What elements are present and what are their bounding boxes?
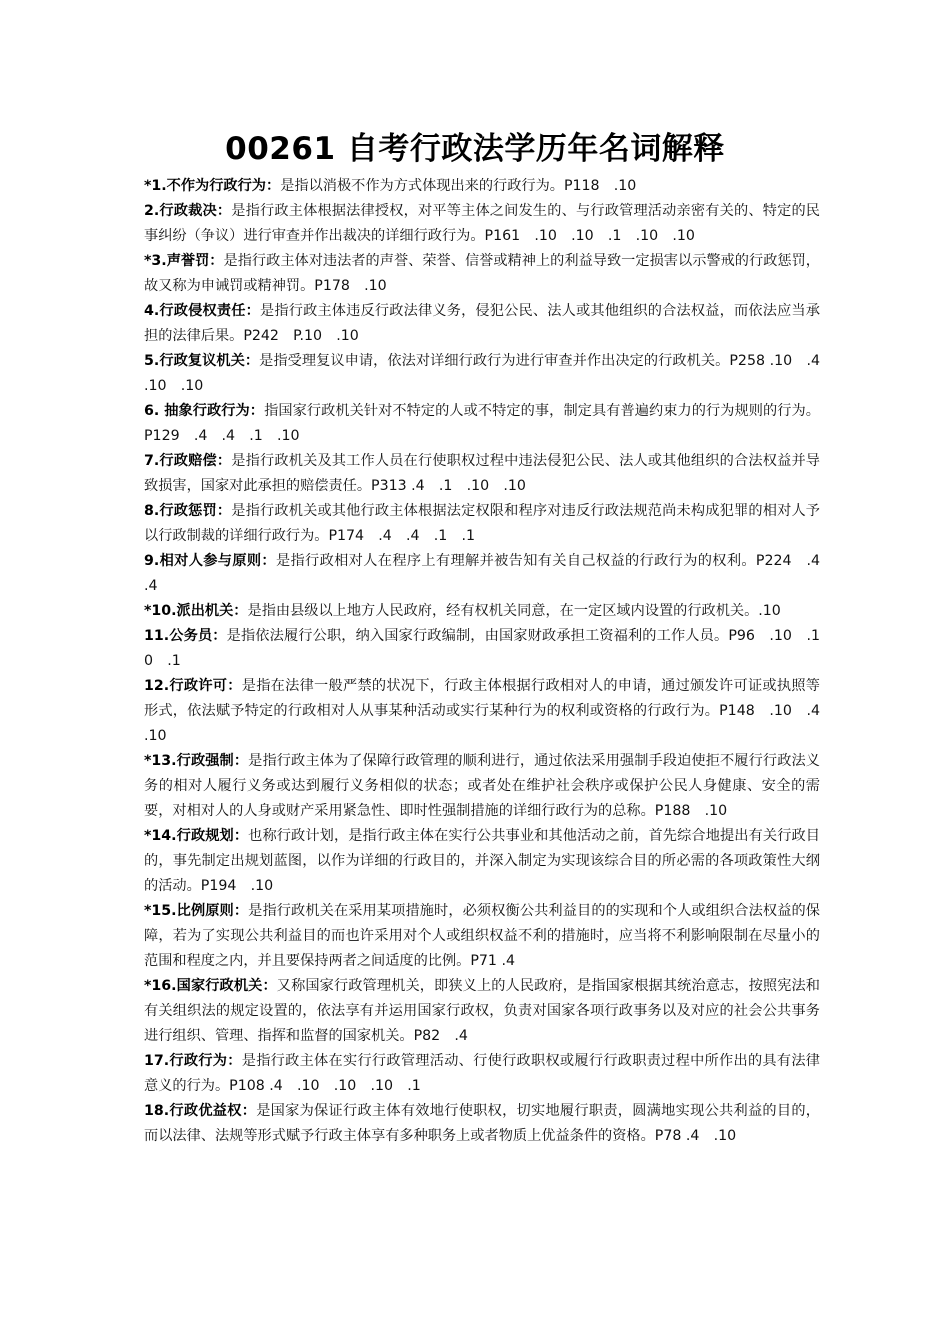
entry-definition: 是指行政主体为了保障行政管理的顺利进行，通过依法采用强制手段迫使拒不履行行政法义务的相对人履行义务或达到履行义务相似的状态；或者处在维护社会秩序或保护公民人身健康、安全的需要，对相对人的人身或财产采用紧急性、即时性强制措施的详细行政行为的总称。 <box>144 753 820 819</box>
glossary-entry <box>144 549 835 599</box>
entry-reference: P108 .4 .10 .10 .10 .1 <box>229 1078 421 1094</box>
glossary-entry <box>144 674 835 749</box>
entry-definition: 是指行政主体根据法律授权，对平等主体之间发生的、与行政管理活动亲密有关的、特定的民事纠纷（争议）进行审查并作出裁决的详细行政行为。 <box>144 203 820 244</box>
glossary-entry <box>144 174 820 199</box>
entry-term: 18.行政优益权： <box>144 1103 257 1119</box>
glossary-entry <box>144 1099 820 1149</box>
entry-definition: 是指行政主体对违法者的声誉、荣誉、信誉或精神上的利益导致一定损害以示警戒的行政惩罚，故又称为申诫罚或精神罚。 <box>144 253 820 294</box>
entry-definition: 是指以消极不作为方式体现出来的行政行为。 <box>280 178 564 194</box>
entry-definition: 是指由县级以上地方人民政府，经有权机关同意，在一定区域内设置的行政机关。 <box>247 603 759 619</box>
entry-term: 4.行政侵权责任： <box>144 303 260 319</box>
entry-term: *14.行政规划： <box>144 828 249 844</box>
entry-reference: P129 .4 .4 .1 .10 <box>144 428 300 444</box>
entry-term: *16.国家行政机关： <box>144 978 277 994</box>
glossary-entry <box>144 899 820 974</box>
entry-reference: P178 .10 <box>314 278 387 294</box>
entry-reference: P96 .10 .10 .1 <box>144 628 820 669</box>
glossary-entry <box>144 824 820 899</box>
entry-reference: .10 <box>758 603 781 619</box>
glossary-list <box>144 174 835 1149</box>
entry-term: 12.行政许可： <box>144 678 242 694</box>
entry-term: *13.行政强制： <box>144 753 249 769</box>
entry-term: 11.公务员： <box>144 628 227 644</box>
glossary-entry <box>144 449 820 499</box>
entry-definition: 又称国家行政管理机关，即狭义上的人民政府，是指国家根据其统治意志，按照宪法和有关组织法的规定设置的，依法享有并运用国家行政权，负责对国家各项行政事务以及对应的社会公共事务进行组织、管理、指挥和监督的国家机关。 <box>144 978 820 1044</box>
entry-reference: P242 P.10 .10 <box>243 328 359 344</box>
entry-definition: 也称行政计划，是指行政主体在实行公共事业和其他活动之前，首先综合地提出有关行政目的，事先制定出规划蓝图，以作为详细的行政目的，并深入制定为实现该综合目的所必需的各项政策性大纲的活动。 <box>144 828 820 894</box>
entry-definition: 是指行政主体在实行行政管理活动、行使行政职权或履行行政职责过程中所作出的具有法律意义的行为。 <box>144 1053 820 1094</box>
entry-term: 7.行政赔偿： <box>144 453 232 469</box>
entry-definition: 是国家为保证行政主体有效地行使职权，切实地履行职责，圆满地实现公共利益的目的，而以法律、法规等形式赋予行政主体享有多种职务上或者物质上优益条件的资格。 <box>144 1103 820 1144</box>
entry-term: *15.比例原则： <box>144 903 249 919</box>
entry-definition: 是指行政相对人在程序上有理解并被告知有关自己权益的行政行为的权利。 <box>275 553 756 569</box>
glossary-entry <box>144 1049 820 1099</box>
glossary-entry <box>144 349 835 399</box>
glossary-entry <box>144 499 820 549</box>
entry-term: 2.行政裁决： <box>144 203 232 219</box>
entry-term: 8.行政惩罚： <box>144 503 232 519</box>
entry-reference: P188 .10 <box>654 803 728 819</box>
entry-reference: P161 .10 .10 .1 .10 .10 <box>484 228 695 244</box>
entry-term: 6. 抽象行政行为： <box>144 403 265 419</box>
page-title: 00261 自考行政法学历年名词解释 <box>225 131 725 167</box>
entry-reference: P174 .4 .4 .1 .1 <box>328 528 475 544</box>
entry-term: 5.行政复议机关： <box>144 353 260 369</box>
entry-definition: 是指行政机关及其工作人员在行使职权过程中违法侵犯公民、法人或其他组织的合法权益并导致损害，国家对此承担的赔偿责任。 <box>144 453 820 494</box>
glossary-entry <box>144 749 820 824</box>
entry-term: *3.声誉罚： <box>144 253 224 269</box>
entry-term: *10.派出机关： <box>144 603 248 619</box>
entry-reference: P78 .4 .10 <box>654 1128 737 1144</box>
entry-reference: P224 .4 .4 <box>144 553 835 594</box>
entry-definition: 是指依法履行公职，纳入国家行政编制，由国家财政承担工资福利的工作人员。 <box>226 628 729 644</box>
entry-definition: 是指行政主体违反行政法律义务，侵犯公民、法人或其他组织的合法权益，而依法应当承担的法律后果。 <box>144 303 820 344</box>
entry-term: 17.行政行为： <box>144 1053 242 1069</box>
entry-definition: 是指行政机关在采用某项措施时，必须权衡公共利益目的的实现和个人或组织合法权益的保障，若为了实现公共利益目的而也许采用对个人或组织权益不利的措施时，应当将不利影响限制在尽量小的范围和程度之内，并且要保持两者之间适度的比例。 <box>144 903 820 969</box>
glossary-entry <box>144 974 820 1049</box>
glossary-entry <box>144 399 820 449</box>
glossary-entry <box>144 249 820 299</box>
entry-term: 9.相对人参与原则： <box>144 553 276 569</box>
entry-definition: 是指在法律一般严禁的状况下，行政主体根据行政相对人的申请，通过颁发许可证或执照等形式，依法赋予特定的行政相对人从事某种活动或实行某种行为的权利或资格的行政行为。 <box>144 678 820 719</box>
entry-definition: 是指行政机关或其他行政主体根据法定权限和程序对违反行政法规范尚未构成犯罪的相对人予以行政制裁的详细行政行为。 <box>144 503 820 544</box>
entry-reference: P258 .10 .4 .10 .10 <box>144 353 835 394</box>
entry-reference: P118 .10 <box>563 178 637 194</box>
glossary-entry <box>144 299 820 349</box>
entry-reference: P71 .4 <box>470 953 515 969</box>
entry-reference: P313 .4 .1 .10 .10 <box>371 478 526 494</box>
entry-reference: P194 .10 <box>200 878 274 894</box>
glossary-entry <box>144 624 820 674</box>
entry-term: *1.不作为行政行为： <box>144 178 281 194</box>
entry-reference: P82 .4 <box>413 1028 468 1044</box>
glossary-entry <box>144 199 820 249</box>
glossary-entry <box>144 599 820 624</box>
entry-definition: 是指受理复议申请，依法对详细行政行为进行审查并作出决定的行政机关。 <box>259 353 730 369</box>
entry-reference: P148 .10 .4 .10 <box>144 703 835 744</box>
entry-definition: 指国家行政机关针对不特定的人或不特定的事，制定具有普遍约束力的行为规则的行为。 <box>264 403 820 419</box>
